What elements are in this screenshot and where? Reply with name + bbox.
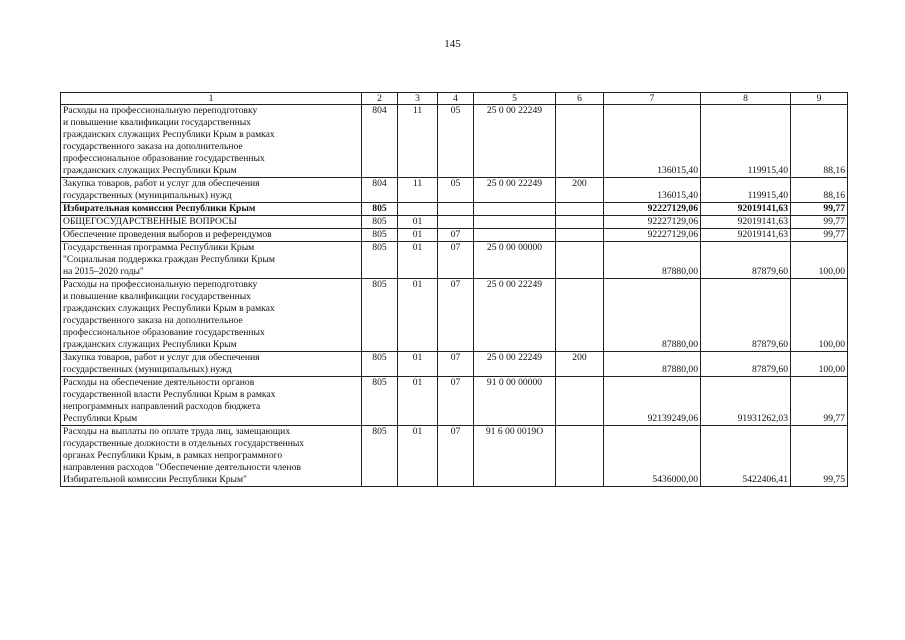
section-code: 01 [398, 242, 438, 279]
expense-type-code [556, 377, 604, 426]
ministry-code: 805 [362, 426, 398, 487]
expense-type-code [556, 105, 604, 178]
execution-percent: 99,77 [791, 229, 848, 242]
execution-percent: 88,16 [791, 105, 848, 178]
section-code: 01 [398, 352, 438, 377]
expense-type-code [556, 229, 604, 242]
execution-percent: 99,77 [791, 216, 848, 229]
column-header: 7 [604, 93, 701, 105]
expense-name: Закупка товаров, работ и услуг для обеспечения государственных (муниципальных) нужд [61, 352, 362, 377]
planned-amount: 87880,00 [604, 352, 701, 377]
execution-percent: 99,77 [791, 377, 848, 426]
table-row [61, 178, 848, 203]
execution-percent: 99,77 [791, 203, 848, 216]
ministry-code: 804 [362, 105, 398, 178]
section-code: 01 [398, 377, 438, 426]
subsection-code: 05 [438, 178, 474, 203]
column-header: 8 [701, 93, 791, 105]
execution-percent: 88,16 [791, 178, 848, 203]
target-article-code [474, 203, 556, 216]
expense-name: Расходы на выплаты по оплате труда лиц, замещающих государственные должности в отдельных государственных органах Республики Крым, в рамках непрограммного направления расходов "Обеспечение деятельности членов Избирательной комиссии Республики Крым" [61, 426, 362, 487]
expense-type-code [556, 216, 604, 229]
expense-name: ОБЩЕГОСУДАРСТВЕННЫЕ ВОПРОСЫ [61, 216, 362, 229]
ministry-code: 805 [362, 216, 398, 229]
column-header: 4 [438, 93, 474, 105]
executed-amount: 87879,60 [701, 242, 791, 279]
target-article-code: 25 0 00 22249 [474, 352, 556, 377]
target-article-code: 25 0 00 22249 [474, 105, 556, 178]
target-article-code: 25 0 00 22249 [474, 279, 556, 352]
ministry-code: 805 [362, 203, 398, 216]
planned-amount: 136015,40 [604, 105, 701, 178]
ministry-code: 804 [362, 178, 398, 203]
ministry-code: 805 [362, 229, 398, 242]
section-code: 01 [398, 279, 438, 352]
table-row [61, 242, 848, 279]
execution-percent: 100,00 [791, 242, 848, 279]
table-row [61, 203, 848, 216]
column-header: 2 [362, 93, 398, 105]
column-header: 9 [791, 93, 848, 105]
expense-name: Государственная программа Республики Крым "Социальная поддержка граждан Республики Крым на 2015–2020 годы" [61, 242, 362, 279]
planned-amount: 5436000,00 [604, 426, 701, 487]
target-article-code: 91 0 00 00000 [474, 377, 556, 426]
execution-percent: 100,00 [791, 352, 848, 377]
target-article-code: 91 6 00 0019О [474, 426, 556, 487]
executed-amount: 92019141,63 [701, 216, 791, 229]
ministry-code: 805 [362, 352, 398, 377]
subsection-code [438, 203, 474, 216]
expense-type-code [556, 426, 604, 487]
column-header: 6 [556, 93, 604, 105]
expense-name: Расходы на профессиональную переподготовку и повышение квалификации государственных гражданских служащих Республики Крым в рамках государственного заказа на дополнительное профессиональное образование государственных гражданских служащих Республики Крым [61, 105, 362, 178]
table-row [61, 216, 848, 229]
executed-amount: 87879,60 [701, 352, 791, 377]
table-row [61, 279, 848, 352]
expense-type-code: 200 [556, 178, 604, 203]
subsection-code: 07 [438, 352, 474, 377]
section-code [398, 203, 438, 216]
ministry-code: 805 [362, 377, 398, 426]
table-row [61, 105, 848, 178]
subsection-code: 07 [438, 377, 474, 426]
column-header: 3 [398, 93, 438, 105]
section-code: 01 [398, 216, 438, 229]
section-code: 11 [398, 105, 438, 178]
target-article-code: 25 0 00 22249 [474, 178, 556, 203]
executed-amount: 119915,40 [701, 178, 791, 203]
expense-type-code [556, 279, 604, 352]
planned-amount: 87880,00 [604, 279, 701, 352]
column-numbers-row [61, 93, 848, 105]
column-header: 5 [474, 93, 556, 105]
expense-name: Избирательная комиссия Республики Крым [61, 203, 362, 216]
execution-percent: 99,75 [791, 426, 848, 487]
executed-amount: 87879,60 [701, 279, 791, 352]
expense-type-code [556, 203, 604, 216]
subsection-code: 07 [438, 242, 474, 279]
budget-table [60, 92, 848, 487]
ministry-code: 805 [362, 279, 398, 352]
table-row [61, 352, 848, 377]
expense-type-code: 200 [556, 352, 604, 377]
subsection-code [438, 216, 474, 229]
subsection-code: 05 [438, 105, 474, 178]
execution-percent: 100,00 [791, 279, 848, 352]
section-code: 01 [398, 426, 438, 487]
planned-amount: 92139249,06 [604, 377, 701, 426]
planned-amount: 92227129,06 [604, 216, 701, 229]
section-code: 01 [398, 229, 438, 242]
table-row [61, 426, 848, 487]
table-row [61, 229, 848, 242]
planned-amount: 136015,40 [604, 178, 701, 203]
expense-name: Расходы на профессиональную переподготовку и повышение квалификации государственных гражданских служащих Республики Крым в рамках государственного заказа на дополнительное профессиональное образование государственных гражданских служащих Республики Крым [61, 279, 362, 352]
column-header: 1 [61, 93, 362, 105]
section-code: 11 [398, 178, 438, 203]
subsection-code: 07 [438, 279, 474, 352]
expense-name: Обеспечение проведения выборов и референдумов [61, 229, 362, 242]
subsection-code: 07 [438, 426, 474, 487]
planned-amount: 92227129,06 [604, 203, 701, 216]
executed-amount: 5422406,41 [701, 426, 791, 487]
executed-amount: 91931262,03 [701, 377, 791, 426]
page-number: 145 [444, 38, 461, 50]
expense-type-code [556, 242, 604, 279]
planned-amount: 92227129,06 [604, 229, 701, 242]
planned-amount: 87880,00 [604, 242, 701, 279]
target-article-code: 25 0 00 00000 [474, 242, 556, 279]
table-row [61, 377, 848, 426]
expense-name: Расходы на обеспечение деятельности органов государственной власти Республики Крым в рамках непрограммных направлений расходов бюджета Республики Крым [61, 377, 362, 426]
ministry-code: 805 [362, 242, 398, 279]
executed-amount: 92019141,63 [701, 203, 791, 216]
executed-amount: 92019141,63 [701, 229, 791, 242]
expense-name: Закупка товаров, работ и услуг для обеспечения государственных (муниципальных) нужд [61, 178, 362, 203]
executed-amount: 119915,40 [701, 105, 791, 178]
target-article-code [474, 229, 556, 242]
target-article-code [474, 216, 556, 229]
subsection-code: 07 [438, 229, 474, 242]
